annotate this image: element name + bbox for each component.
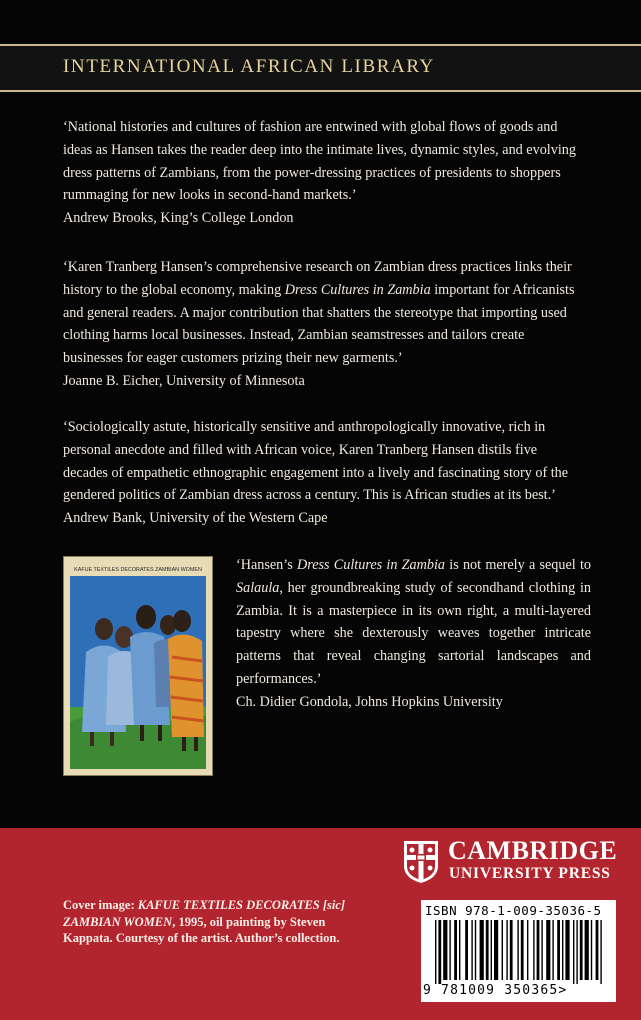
barcode-stripe: [475, 920, 476, 980]
barcode-stripe: [537, 920, 540, 980]
cambridge-crest-icon: [403, 840, 439, 884]
credit-label: Cover image:: [63, 898, 138, 912]
quote-4-salaula: Salaula: [236, 579, 280, 596]
barcode-stripe: [486, 920, 489, 980]
quote-3-attribution: Andrew Bank, University of the Western Cape: [63, 510, 328, 527]
barcode-stripe: [491, 920, 492, 980]
barcode-stripe: [494, 920, 498, 980]
barcode-stripe: [465, 920, 468, 980]
series-banner: [0, 46, 641, 92]
quote-4-text-a: ‘Hansen’s: [236, 557, 297, 573]
barcode-stripe: [576, 920, 577, 984]
credit-painting-title: KAFUE TEXTILES DECORATES [sic] ZAMBIAN WOMEN: [63, 898, 346, 929]
quote-2-book-title: Dress Cultures in Zambia: [284, 281, 431, 298]
painting-illustration: [64, 557, 212, 775]
barcode-digit-string: 9 781009 350365: [423, 983, 559, 998]
publisher-name: CAMBRIDGE: [448, 836, 618, 865]
barcode-stripe: [565, 920, 569, 980]
barcode-stripe: [506, 920, 507, 980]
quote-1: [63, 116, 583, 230]
barcode-stripe: [562, 920, 563, 980]
quote-2-attribution: Joanne B. Eicher, University of Minnesota: [63, 372, 305, 389]
barcode-stripe: [580, 920, 583, 980]
cover-image-credit: [63, 897, 363, 947]
barcode-stripe: [600, 920, 601, 984]
quote-4-attribution: Ch. Didier Gondola, Johns Hopkins University: [236, 693, 503, 710]
credit-rest: , 1995, oil painting by Steven Kappata. Courtesy of the artist. Author’s collection.: [63, 914, 340, 945]
isbn-label: ISBN 978-1-009-35036-5: [425, 903, 602, 918]
barcode-stripe: [517, 920, 518, 980]
barcode-stripe: [510, 920, 513, 980]
quote-2-text-b: important for Africanists and general readers. A major contribution that shatters the stereotype that importing used clothing harms local businesses. Instead, Zambian seamstresses and tailors create businesses for eager customers prizing their new garments.’: [63, 281, 575, 367]
barcode-stripe: [596, 920, 599, 980]
quote-4-book-title: Dress Cultures in Zambia: [296, 557, 446, 573]
barcode-stripe: [533, 920, 534, 980]
publisher-subtitle: UNIVERSITY PRESS: [449, 865, 611, 882]
painting-caption: KAFUE TEXTILES DECORATES ZAMBIAN WOMEN: [74, 567, 202, 573]
quote-2-text-a: ‘Karen Tranberg Hansen’s comprehensive research on Zambian dress practices links their history to the global economy, making: [63, 259, 572, 298]
barcode-stripe: [557, 920, 560, 980]
barcode-stripe: [459, 920, 460, 980]
quote-3: [63, 416, 583, 530]
barcode-stripe: [591, 920, 592, 980]
barcode-stripe: [480, 920, 484, 980]
barcode-stripe: [471, 920, 472, 980]
barcode-stripe: [541, 920, 542, 980]
publisher-logo: [403, 838, 618, 888]
quote-4: [236, 554, 591, 714]
quote-3-text: ‘Sociologically astute, historically sensitive and anthropologically innovative, rich in personal anecdote and filled with African voice, Karen Tranberg Hansen distils five decades of empathetic ethnographic engagement into a lively and fascinating story of the gendered politics of Zambian dress across a century. This is African studies at its best.’: [63, 419, 569, 504]
barcode-stripe: [546, 920, 550, 980]
cover-painting: [63, 556, 213, 776]
barcode-stripe: [573, 920, 574, 984]
barcode-stripe: [527, 920, 528, 980]
barcode-stripe: [502, 920, 503, 980]
series-title: INTERNATIONAL AFRICAN LIBRARY: [63, 56, 435, 77]
barcode-stripe: [454, 920, 457, 980]
isbn-barcode: [421, 900, 616, 1002]
quote-2: [63, 256, 583, 393]
quote-4-text: [236, 554, 591, 691]
barcode-stripe: [552, 920, 553, 980]
barcode-stripe: [449, 920, 450, 980]
barcode-stripe: [443, 920, 447, 980]
barcode-stripe: [521, 920, 524, 980]
barcode-arrow: >: [558, 983, 568, 998]
barcode-stripe: [438, 920, 441, 984]
barcode-stripe: [585, 920, 589, 980]
quote-4-text-b: is not merely a sequel to: [445, 557, 591, 573]
barcode-digits: [423, 983, 613, 998]
quote-4-text-c: , her groundbreaking study of secondhand clothing in Zambia. It is a masterpiece in its own right, a multi-layered tapestry where she dexterously weaves together intricate patterns that reveal changing sartorial landscapes and performances.’: [236, 579, 591, 687]
quote-1-attribution: Andrew Brooks, King’s College London: [63, 210, 294, 227]
quote-1-text: ‘National histories and cultures of fashion are entwined with global flows of goods and ideas as Hansen takes the reader deep into the intimate lives, dynamic styles, and evolving dress patterns of Zambians, from the power-dressing practices of presidents to shoppers rummaging for new looks in second-hand markets.’: [63, 119, 576, 204]
quote-2-text: [63, 256, 583, 370]
barcode-stripe: [435, 920, 436, 984]
